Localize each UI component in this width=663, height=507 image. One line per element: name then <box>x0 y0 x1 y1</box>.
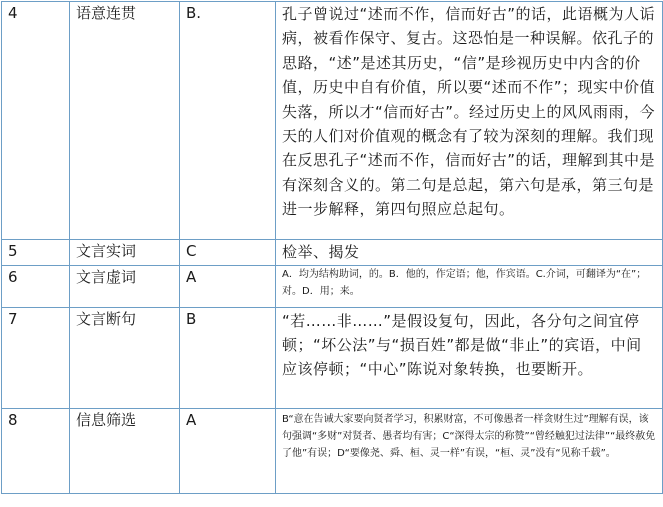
answer-choice: B <box>180 308 276 409</box>
table-row <box>2 409 663 494</box>
question-number: 7 <box>2 308 70 409</box>
question-category: 文言虚词 <box>70 266 180 308</box>
question-number: 4 <box>2 2 70 240</box>
answer-choice: A <box>180 409 276 494</box>
answer-explanation: B“意在告诫大家要向贤者学习，积累财富，不可像愚者一样贪财生过”理解有误，该句强调“多财”对贤者、愚者均有害；C“深得太宗的称赞”“曾经触犯过法律”“最终赦免了他”有误；D“要像尧、舜、桓、灵一样”有误，“桓、灵”没有“见称千载”。 <box>276 409 663 494</box>
question-category: 信息筛选 <box>70 409 180 494</box>
answer-explanation: 检举、揭发 <box>276 240 663 266</box>
answer-explanation: 孔子曾说过“述而不作，信而好古”的话，此语概为人诟病，被看作保守、复古。这恐怕是一种误解。依孔子的思路，“述”是述其历史，“信”是珍视历史中内含的价值，历史中自有价值，所以要“述而不作”；现实中价值失落，所以才“信而好古”。经过历史上的风风雨雨，今天的人们对价值观的概念有了较为深刻的理解。我们现在反思孔子“述而不作，信而好古”的话，理解到其中是有深刻含义的。第二句是总起，第六句是承，第三句是进一步解释，第四句照应总起句。 <box>276 2 663 240</box>
question-category: 文言实词 <box>70 240 180 266</box>
table-row <box>2 2 663 240</box>
answer-choice: C <box>180 240 276 266</box>
table-row <box>2 266 663 308</box>
table-row <box>2 240 663 266</box>
table-row <box>2 308 663 409</box>
answer-choice: B. <box>180 2 276 240</box>
answer-explanation: “若……非……”是假设复句，因此，各分句之间宜停顿；“坏公法”与“损百姓”都是做“非止”的宾语，中间应该停顿；“中心”陈说对象转换，也要断开。 <box>276 308 663 409</box>
question-category: 语意连贯 <box>70 2 180 240</box>
question-number: 5 <box>2 240 70 266</box>
question-number: 6 <box>2 266 70 308</box>
answer-choice: A <box>180 266 276 308</box>
question-number: 8 <box>2 409 70 494</box>
question-category: 文言断句 <box>70 308 180 409</box>
answer-explanation: A．均为结构助词，的。B．他的，作定语；他，作宾语。C.介词，可翻译为“在”；对。D．用；来。 <box>276 266 663 308</box>
answer-table <box>1 1 663 494</box>
